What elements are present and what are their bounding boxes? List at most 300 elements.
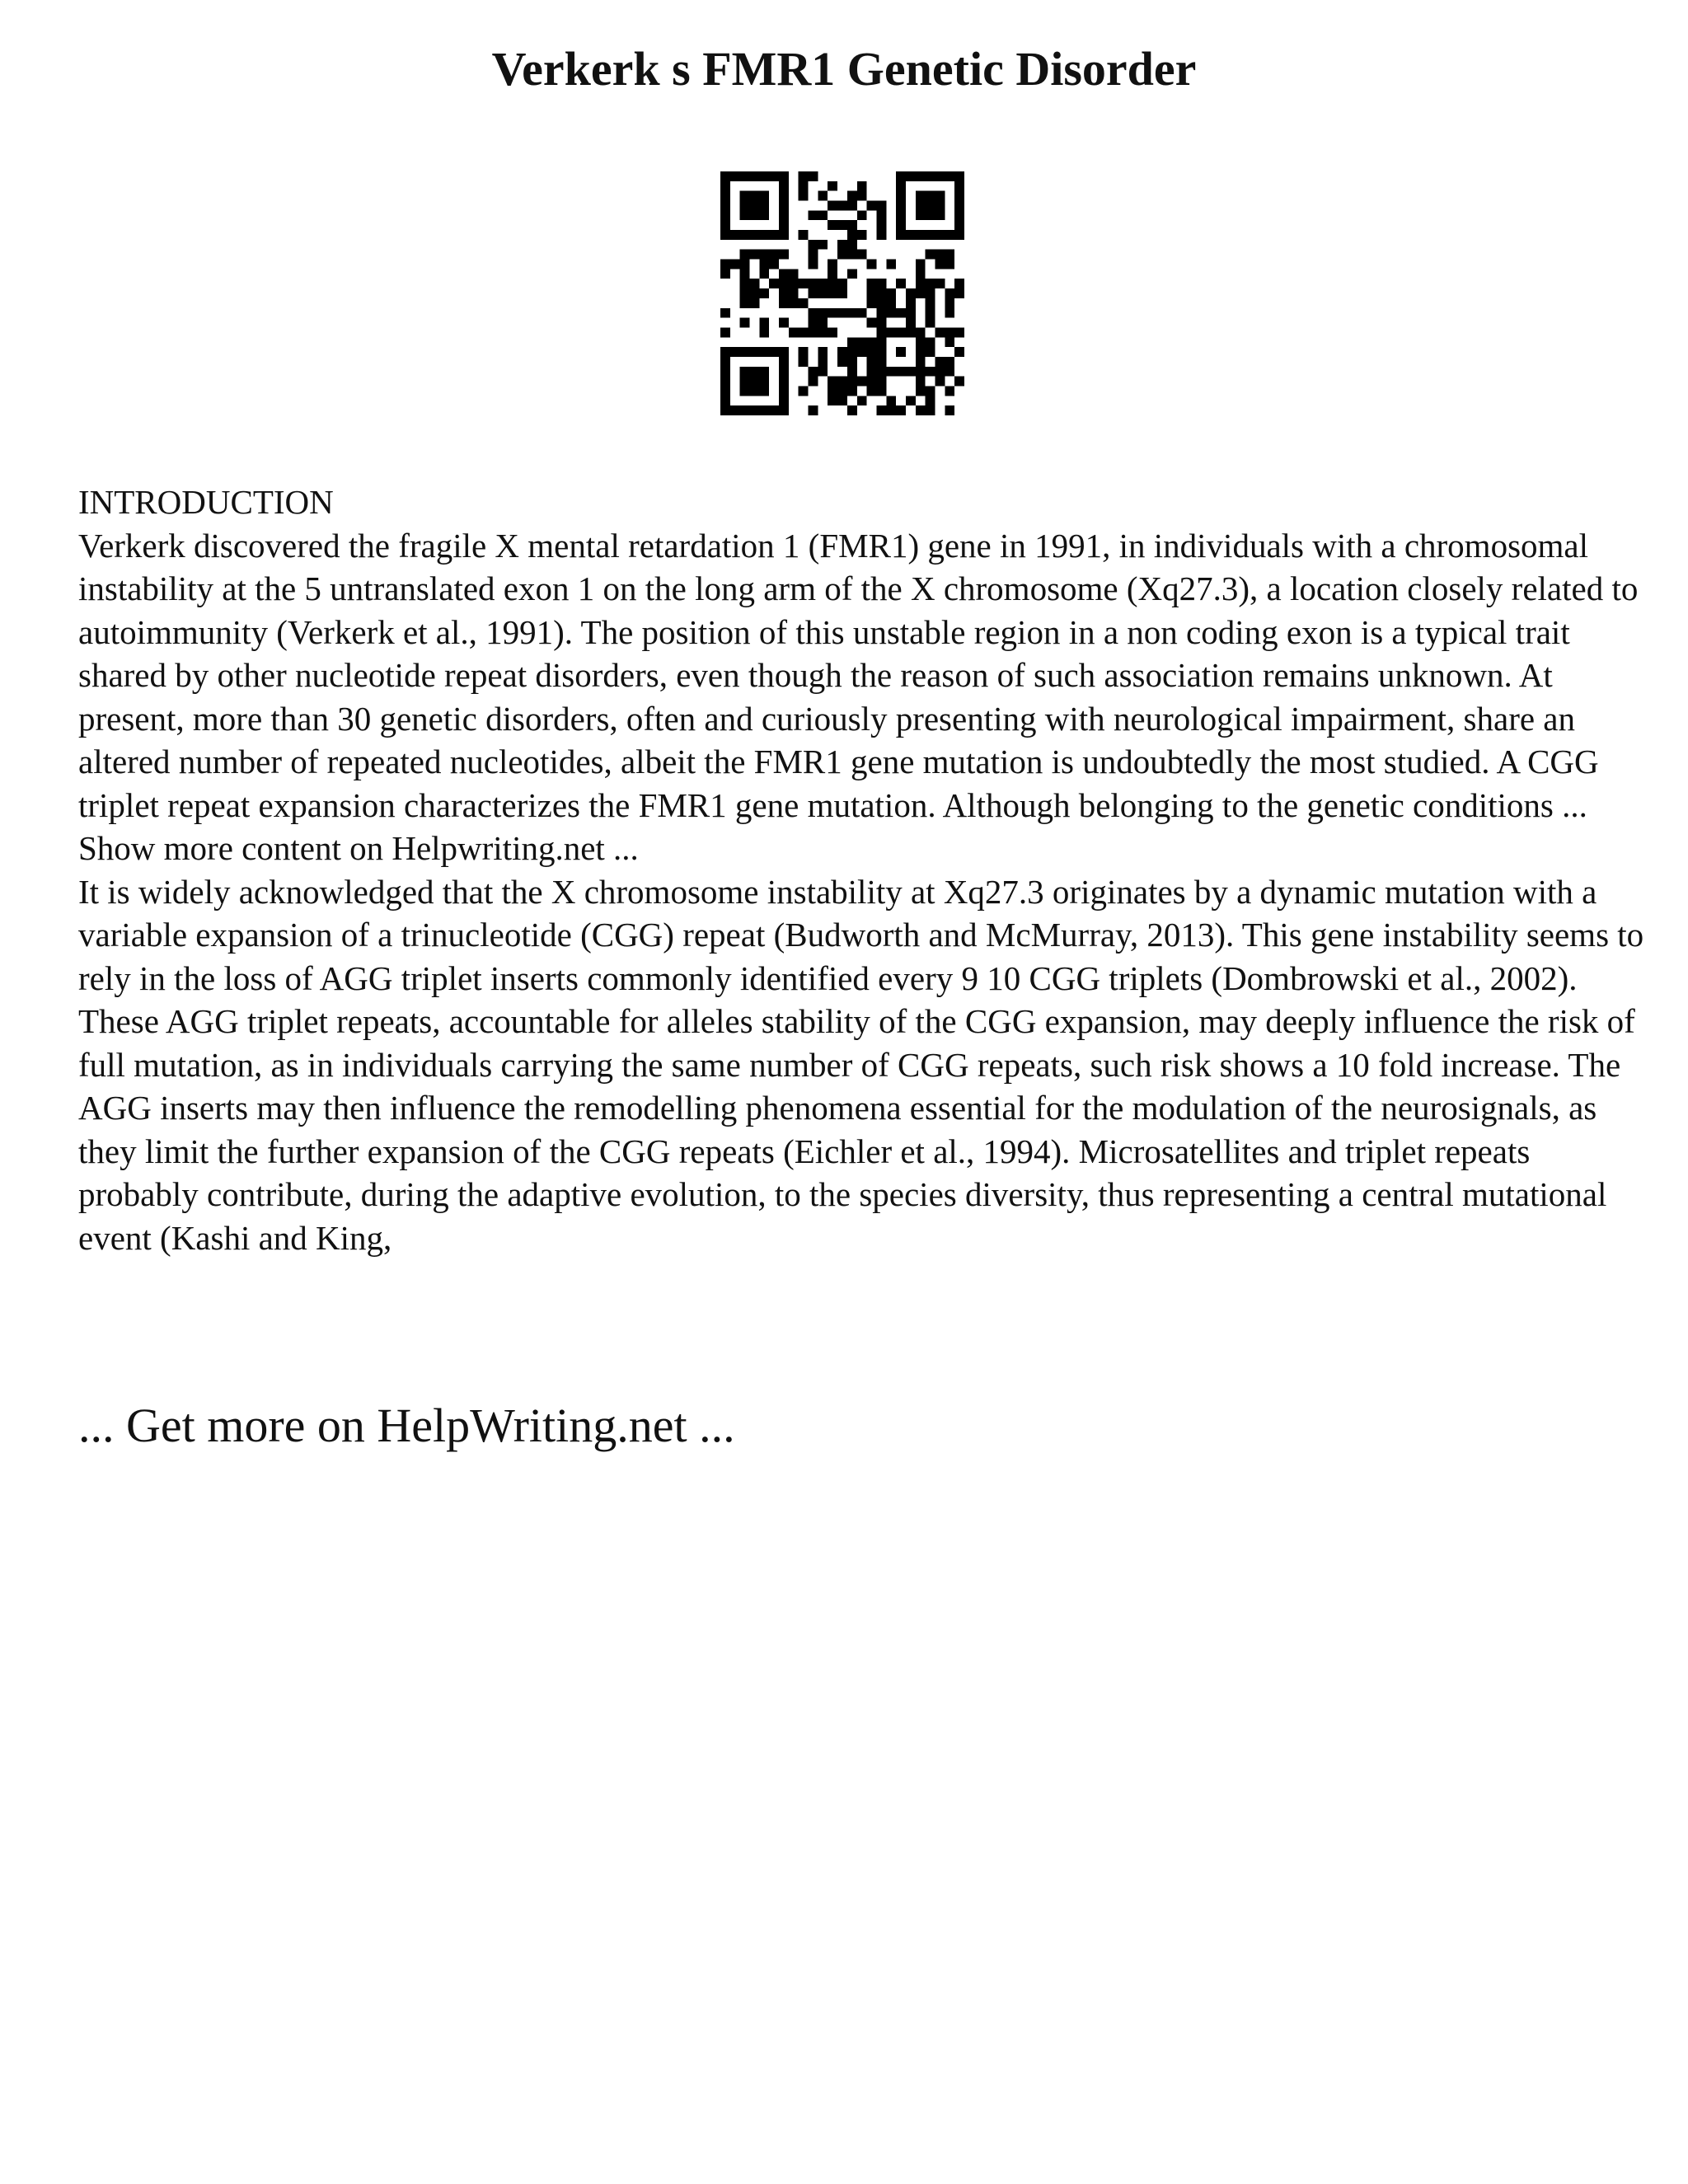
- qr-module: [935, 250, 945, 260]
- qr-module: [837, 279, 847, 288]
- qr-module: [916, 260, 926, 269]
- qr-module: [916, 288, 926, 298]
- qr-module: [740, 191, 750, 201]
- qr-module: [876, 230, 886, 240]
- qr-module: [945, 288, 954, 298]
- qr-module: [886, 327, 896, 337]
- qr-module: [935, 279, 945, 288]
- qr-module: [926, 386, 935, 396]
- qr-module: [916, 386, 926, 396]
- qr-module: [789, 279, 799, 288]
- qr-module: [847, 337, 857, 347]
- qr-module: [945, 308, 954, 318]
- qr-module: [876, 318, 886, 328]
- qr-module: [935, 327, 945, 337]
- qr-module: [818, 347, 828, 357]
- qr-module: [720, 405, 730, 415]
- qr-module: [740, 367, 750, 377]
- qr-module: [847, 230, 857, 240]
- qr-module: [896, 279, 906, 288]
- qr-module: [837, 201, 847, 211]
- qr-module: [867, 288, 877, 298]
- qr-module: [847, 367, 857, 377]
- qr-module: [799, 191, 809, 201]
- qr-module: [886, 308, 896, 318]
- qr-module: [876, 220, 886, 230]
- qr-module: [916, 405, 926, 415]
- qr-module: [809, 405, 818, 415]
- qr-module: [926, 171, 935, 181]
- qr-module: [799, 357, 809, 367]
- qr-module: [828, 269, 837, 279]
- qr-module: [818, 357, 828, 367]
- qr-module: [886, 298, 896, 308]
- qr-module: [769, 171, 779, 181]
- qr-module: [750, 201, 760, 211]
- qr-module: [926, 308, 935, 318]
- qr-module: [886, 288, 896, 298]
- qr-module: [799, 386, 809, 396]
- qr-module: [847, 308, 857, 318]
- qr-module: [906, 308, 916, 318]
- qr-module: [926, 288, 935, 298]
- qr-module: [809, 260, 818, 269]
- qr-module: [876, 405, 886, 415]
- qr-module: [828, 327, 837, 337]
- qr-module: [876, 288, 886, 298]
- qr-module: [837, 240, 847, 250]
- qr-module: [799, 347, 809, 357]
- qr-module: [720, 269, 730, 279]
- qr-module: [779, 367, 789, 377]
- qr-module: [740, 288, 750, 298]
- qr-module: [740, 347, 750, 357]
- qr-module: [769, 279, 779, 288]
- qr-module: [828, 181, 837, 191]
- qr-module: [926, 279, 935, 288]
- qr-module: [926, 250, 935, 260]
- qr-module: [896, 220, 906, 230]
- qr-module: [779, 220, 789, 230]
- qr-module: [837, 250, 847, 260]
- qr-module: [720, 396, 730, 405]
- qr-module: [779, 386, 789, 396]
- qr-module: [954, 279, 964, 288]
- qr-module: [779, 318, 789, 328]
- qr-module: [818, 210, 828, 220]
- qr-module: [759, 260, 769, 269]
- qr-module: [750, 377, 760, 387]
- qr-module: [867, 260, 877, 269]
- qr-module: [769, 230, 779, 240]
- qr-module: [847, 386, 857, 396]
- qr-code-graphic: [720, 171, 964, 415]
- qr-module: [720, 327, 730, 337]
- qr-module: [750, 191, 760, 201]
- qr-module: [916, 357, 926, 367]
- qr-module: [926, 210, 935, 220]
- qr-module: [720, 260, 730, 269]
- qr-module: [720, 201, 730, 211]
- qr-module: [759, 210, 769, 220]
- qr-module: [740, 377, 750, 387]
- qr-module: [818, 279, 828, 288]
- qr-module: [886, 396, 896, 405]
- qr-module: [876, 347, 886, 357]
- qr-module: [847, 220, 857, 230]
- qr-module: [945, 357, 954, 367]
- paragraph-intro: Verkerk discovered the fragile X mental retardation 1 (FMR1) gene in 1991, in individuals with a chromosomal instability at the 5 untranslated exon 1 on the long arm of the X chromosome (Xq27.3), a location closely related to autoimmunity (Verkerk et al., 1991). The position of this unstable region in a non coding exon is a typical trait shared by other nucleotide repeat disorders, even though the reason of such association remains unknown. At present, more than 30 genetic disorders, often and curiously presenting with neurological impairment, share an altered number of repeated nucleotides, albeit the FMR1 gene mutation is undoubtedly the most studied. A CGG triplet repeat expansion characterizes the FMR1 gene mutation. Although belonging to the genetic conditions ... Show more content on Helpwriting.net ...: [78, 526, 1639, 867]
- qr-module: [876, 298, 886, 308]
- qr-module: [896, 405, 906, 415]
- qr-module: [720, 386, 730, 396]
- qr-module: [857, 337, 867, 347]
- qr-module: [916, 327, 926, 337]
- qr-module: [916, 201, 926, 211]
- qr-module: [809, 327, 818, 337]
- qr-module: [779, 210, 789, 220]
- qr-module: [926, 347, 935, 357]
- qr-module: [730, 171, 740, 181]
- qr-module: [720, 377, 730, 387]
- qr-module: [916, 279, 926, 288]
- qr-module: [779, 279, 789, 288]
- qr-module: [779, 396, 789, 405]
- qr-module: [926, 396, 935, 405]
- qr-module: [759, 288, 769, 298]
- qr-module: [730, 260, 740, 269]
- qr-module: [769, 405, 779, 415]
- qr-module: [828, 279, 837, 288]
- qr-module: [906, 298, 916, 308]
- qr-module: [847, 377, 857, 387]
- qr-module: [750, 250, 760, 260]
- qr-module: [896, 327, 906, 337]
- qr-module: [867, 347, 877, 357]
- qr-module: [906, 318, 916, 328]
- qr-module: [799, 181, 809, 191]
- qr-module: [779, 171, 789, 181]
- qr-module: [935, 210, 945, 220]
- qr-module: [926, 298, 935, 308]
- qr-module: [730, 230, 740, 240]
- qr-module: [750, 347, 760, 357]
- qr-module: [916, 337, 926, 347]
- qr-module: [750, 298, 760, 308]
- qr-module: [720, 347, 730, 357]
- qr-module: [740, 405, 750, 415]
- qr-module: [828, 201, 837, 211]
- qr-module: [720, 367, 730, 377]
- qr-module: [954, 201, 964, 211]
- qr-module: [945, 298, 954, 308]
- qr-module: [945, 337, 954, 347]
- qr-module: [945, 250, 954, 260]
- qr-module: [740, 298, 750, 308]
- qr-module: [945, 230, 954, 240]
- qr-module: [935, 201, 945, 211]
- qr-module: [945, 260, 954, 269]
- qr-module: [886, 260, 896, 269]
- qr-module: [750, 230, 760, 240]
- qr-module: [906, 327, 916, 337]
- qr-module: [720, 220, 730, 230]
- qr-module: [740, 230, 750, 240]
- qr-module: [847, 347, 857, 357]
- qr-module: [809, 171, 818, 181]
- qr-module: [740, 250, 750, 260]
- qr-module: [926, 318, 935, 328]
- qr-module: [828, 386, 837, 396]
- qr-module: [926, 367, 935, 377]
- qr-module: [945, 327, 954, 337]
- qr-module: [740, 386, 750, 396]
- qr-code-icon[interactable]: [720, 171, 964, 415]
- qr-module: [720, 181, 730, 191]
- qr-module: [837, 396, 847, 405]
- qr-module: [857, 347, 867, 357]
- qr-module: [926, 230, 935, 240]
- qr-module: [837, 347, 847, 357]
- qr-module: [769, 260, 779, 269]
- qr-module: [799, 327, 809, 337]
- qr-module: [779, 191, 789, 201]
- qr-module: [906, 288, 916, 298]
- qr-module: [954, 327, 964, 337]
- qr-module: [809, 210, 818, 220]
- qr-module: [759, 386, 769, 396]
- qr-module: [740, 260, 750, 269]
- qr-module: [759, 347, 769, 357]
- qr-module: [759, 230, 769, 240]
- section-heading: INTRODUCTION: [78, 483, 334, 521]
- qr-module: [896, 347, 906, 357]
- qr-module: [837, 308, 847, 318]
- qr-module: [916, 171, 926, 181]
- qr-module: [857, 230, 867, 240]
- qr-module: [926, 337, 935, 347]
- qr-module: [954, 288, 964, 298]
- qr-module: [759, 377, 769, 387]
- qr-module: [896, 210, 906, 220]
- qr-module: [779, 357, 789, 367]
- qr-module: [828, 308, 837, 318]
- qr-module: [789, 288, 799, 298]
- qr-module: [799, 171, 809, 181]
- qr-module: [750, 210, 760, 220]
- qr-module: [828, 260, 837, 269]
- qr-module: [818, 240, 828, 250]
- qr-module: [906, 171, 916, 181]
- qr-module: [867, 357, 877, 367]
- qr-module: [954, 230, 964, 240]
- qr-module: [740, 269, 750, 279]
- qr-module: [847, 201, 857, 211]
- qr-module: [867, 386, 877, 396]
- qr-module: [759, 367, 769, 377]
- qr-module: [867, 298, 877, 308]
- qr-module: [818, 308, 828, 318]
- qr-module: [809, 367, 818, 377]
- qr-module: [926, 191, 935, 201]
- qr-module: [847, 250, 857, 260]
- qr-module: [759, 269, 769, 279]
- qr-module: [837, 386, 847, 396]
- qr-module: [799, 230, 809, 240]
- qr-module: [750, 367, 760, 377]
- qr-module: [799, 298, 809, 308]
- qr-module: [935, 191, 945, 201]
- qr-module: [769, 347, 779, 357]
- qr-module: [789, 298, 799, 308]
- qr-module: [896, 367, 906, 377]
- qr-module: [916, 191, 926, 201]
- qr-module: [740, 210, 750, 220]
- qr-module: [916, 269, 926, 279]
- qr-module: [867, 201, 877, 211]
- qr-module: [809, 318, 818, 328]
- qr-module: [759, 250, 769, 260]
- qr-module: [779, 405, 789, 415]
- qr-module: [954, 191, 964, 201]
- qr-module: [935, 367, 945, 377]
- qr-module: [954, 210, 964, 220]
- qr-module: [935, 377, 945, 387]
- qr-module: [916, 367, 926, 377]
- qr-module: [750, 386, 760, 396]
- qr-module: [916, 377, 926, 387]
- qr-module: [809, 240, 818, 250]
- qr-module: [916, 347, 926, 357]
- qr-module: [779, 377, 789, 387]
- qr-module: [876, 210, 886, 220]
- qr-module: [789, 269, 799, 279]
- get-more-link[interactable]: ... Get more on HelpWriting.net ...: [78, 1399, 735, 1452]
- qr-module: [954, 171, 964, 181]
- qr-module: [876, 367, 886, 377]
- document-title: Verkerk s FMR1 Genetic Disorder: [491, 42, 1197, 96]
- qr-module: [809, 279, 818, 288]
- qr-module: [896, 191, 906, 201]
- qr-module: [847, 269, 857, 279]
- qr-module: [837, 377, 847, 387]
- qr-module: [935, 357, 945, 367]
- qr-module: [809, 250, 818, 260]
- qr-module: [945, 171, 954, 181]
- qr-module: [759, 318, 769, 328]
- qr-module: [857, 250, 867, 260]
- qr-module: [867, 337, 877, 347]
- qr-module: [759, 201, 769, 211]
- qr-module: [876, 279, 886, 288]
- qr-module: [750, 171, 760, 181]
- qr-module: [759, 327, 769, 337]
- qr-module: [916, 210, 926, 220]
- qr-module: [779, 250, 789, 260]
- qr-module: [876, 327, 886, 337]
- qr-module: [954, 220, 964, 230]
- qr-module: [886, 367, 896, 377]
- qr-module: [818, 327, 828, 337]
- qr-module: [857, 191, 867, 201]
- qr-module: [759, 191, 769, 201]
- qr-module: [876, 337, 886, 347]
- qr-module: [779, 288, 789, 298]
- qr-module: [857, 181, 867, 191]
- qr-module: [906, 367, 916, 377]
- qr-module: [857, 377, 867, 387]
- qr-module: [779, 347, 789, 357]
- qr-module: [935, 230, 945, 240]
- paragraph-mutation: It is widely acknowledged that the X chromosome instability at Xq27.3 originates by a dynamic mutation with a variable expansion of a trinucleotide (CGG) repeat (Budworth and McMurray, 2013). This gene instability seems to rely in the loss of AGG triplet inserts commonly identified every 9 10 CGG triplets (Dombrowski et al., 2002). These AGG triplet repeats, accountable for alleles stability of the CGG expansion, may deeply influence the risk of full mutation, as in individuals carrying the same number of CGG repeats, such risk shows a 10 fold increase. The AGG inserts may then influence the remodelling phenomena essential for the modulation of the neurosignals, as they limit the further expansion of the CGG repeats (Eichler et al., 1994). Microsatellites and triplet repeats probably contribute, during the adaptive evolution, to the species diversity, thus representing a central mutational event (Kashi and King,: [78, 872, 1644, 1257]
- qr-module: [935, 260, 945, 269]
- qr-module: [945, 367, 954, 377]
- qr-module: [906, 230, 916, 240]
- qr-module: [740, 318, 750, 328]
- qr-module: [759, 171, 769, 181]
- qr-module: [857, 396, 867, 405]
- qr-module: [740, 279, 750, 288]
- qr-module: [876, 377, 886, 387]
- qr-module: [876, 308, 886, 318]
- qr-module: [837, 288, 847, 298]
- qr-module: [926, 405, 935, 415]
- qr-module: [730, 405, 740, 415]
- qr-module: [876, 357, 886, 367]
- qr-module: [720, 308, 730, 318]
- qr-module: [828, 377, 837, 387]
- qr-module: [779, 230, 789, 240]
- qr-module: [828, 220, 837, 230]
- qr-module: [779, 181, 789, 191]
- qr-module: [818, 367, 828, 377]
- qr-module: [750, 279, 760, 288]
- qr-module: [926, 201, 935, 211]
- qr-module: [896, 230, 906, 240]
- qr-module: [779, 269, 789, 279]
- qr-module: [720, 357, 730, 367]
- qr-module: [720, 230, 730, 240]
- qr-module: [740, 171, 750, 181]
- qr-module: [906, 396, 916, 405]
- qr-module: [945, 386, 954, 396]
- qr-module: [818, 318, 828, 328]
- qr-module: [730, 347, 740, 357]
- qr-module: [769, 250, 779, 260]
- qr-module: [809, 308, 818, 318]
- qr-module: [886, 405, 896, 415]
- qr-module: [809, 377, 818, 387]
- qr-module: [867, 318, 877, 328]
- qr-module: [818, 288, 828, 298]
- qr-module: [847, 357, 857, 367]
- qr-module: [916, 230, 926, 240]
- qr-module: [857, 308, 867, 318]
- qr-module: [837, 220, 847, 230]
- qr-module: [750, 288, 760, 298]
- qr-module: [818, 191, 828, 201]
- qr-module: [720, 210, 730, 220]
- qr-module: [896, 181, 906, 191]
- qr-module: [799, 279, 809, 288]
- qr-module: [896, 171, 906, 181]
- qr-module: [789, 327, 799, 337]
- qr-module: [740, 201, 750, 211]
- qr-module: [809, 288, 818, 298]
- qr-module: [779, 298, 789, 308]
- qr-module: [954, 377, 964, 387]
- qr-module: [935, 171, 945, 181]
